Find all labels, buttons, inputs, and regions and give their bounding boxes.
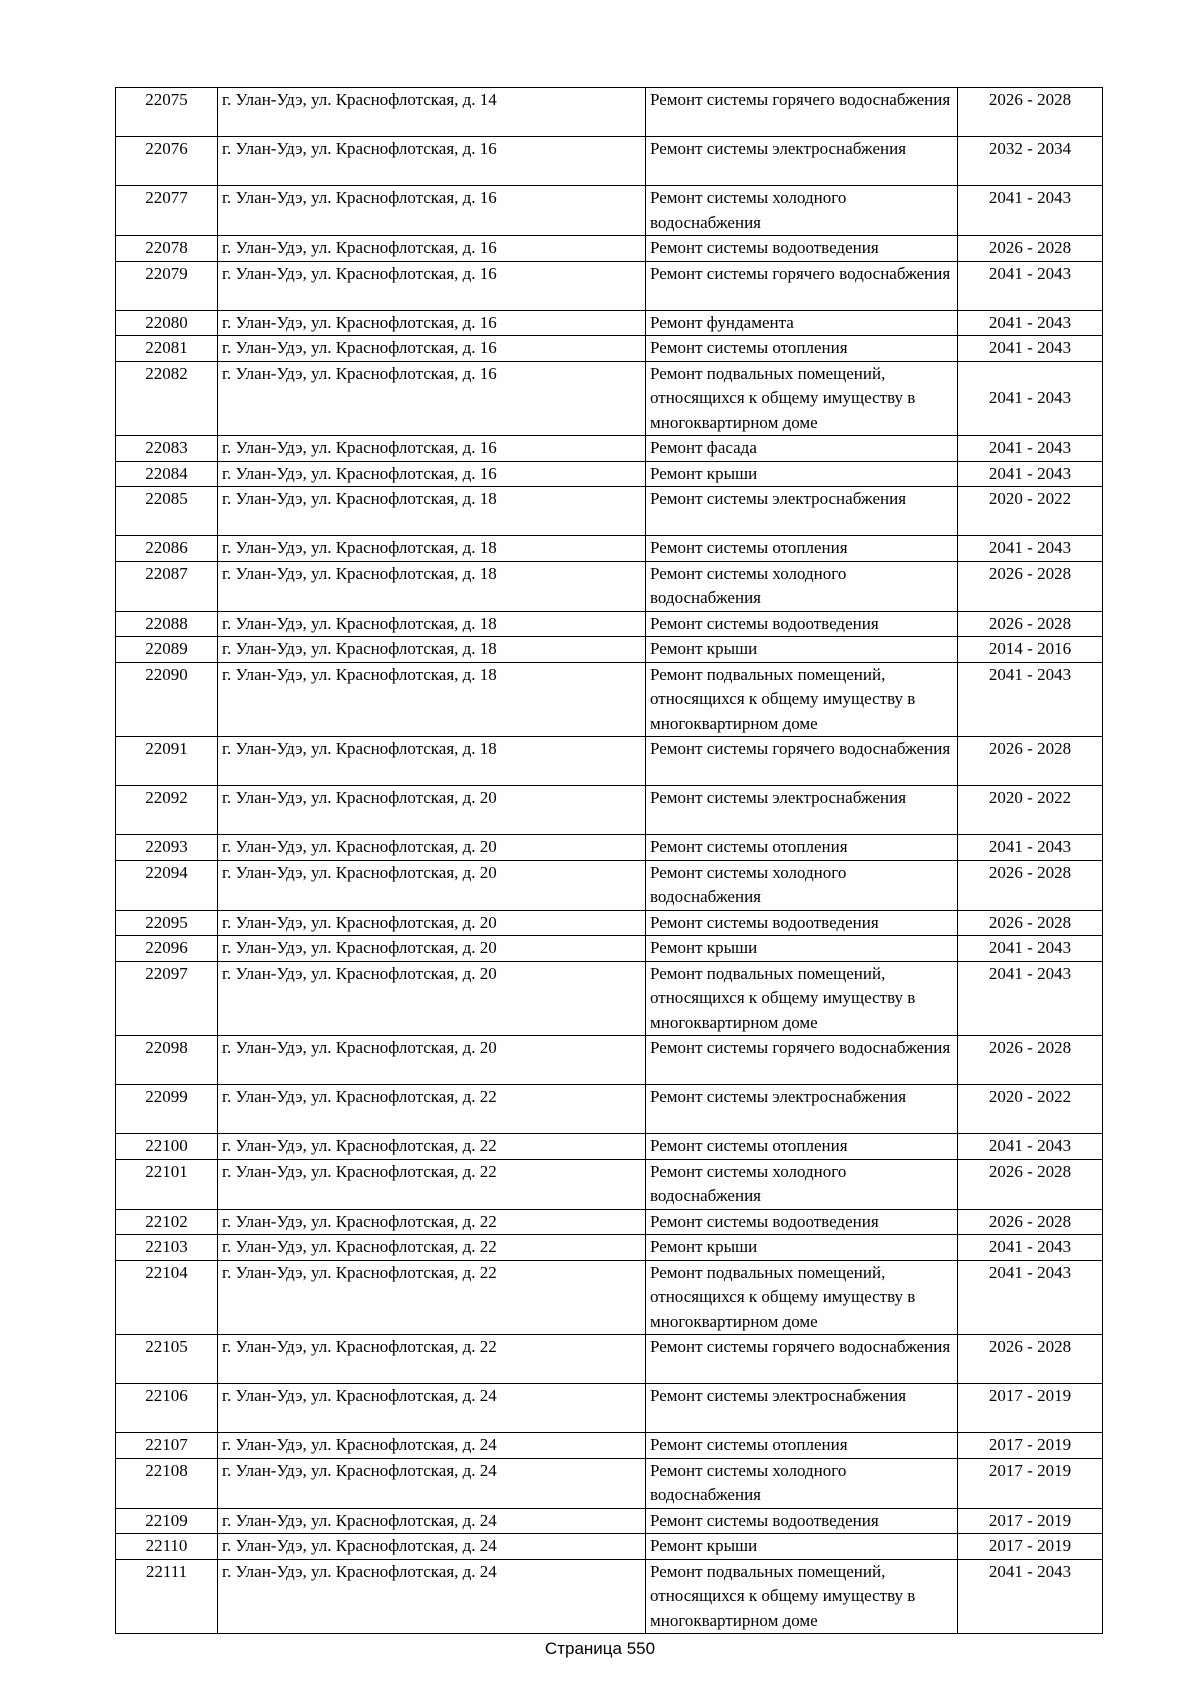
address-cell: г. Улан-Удэ, ул. Краснофлотская, д. 22 xyxy=(218,1209,646,1235)
table-row xyxy=(116,336,1103,362)
row-number-cell: 22075 xyxy=(116,88,218,137)
address-cell: г. Улан-Удэ, ул. Краснофлотская, д. 16 xyxy=(218,310,646,336)
table-row xyxy=(116,637,1103,663)
table-row xyxy=(116,1159,1103,1209)
row-number-cell: 22091 xyxy=(116,737,218,786)
address-cell: г. Улан-Удэ, ул. Краснофлотская, д. 16 xyxy=(218,336,646,362)
table-row xyxy=(116,461,1103,487)
period-cell: 2041 - 2043 xyxy=(958,1235,1103,1261)
period-cell: 2041 - 2043 xyxy=(958,1559,1103,1634)
period-cell: 2041 - 2043 xyxy=(958,336,1103,362)
period-cell: 2041 - 2043 xyxy=(958,310,1103,336)
address-cell: г. Улан-Удэ, ул. Краснофлотская, д. 20 xyxy=(218,860,646,910)
table-row xyxy=(116,1036,1103,1085)
address-cell: г. Улан-Удэ, ул. Краснофлотская, д. 18 xyxy=(218,536,646,562)
table-row xyxy=(116,1508,1103,1534)
period-cell: 2020 - 2022 xyxy=(958,487,1103,536)
work-type-cell: Ремонт крыши xyxy=(646,1235,958,1261)
work-type-cell: Ремонт системы отопления xyxy=(646,1433,958,1459)
work-type-cell: Ремонт системы водоотведения xyxy=(646,1209,958,1235)
row-number-cell: 22081 xyxy=(116,336,218,362)
address-cell: г. Улан-Удэ, ул. Краснофлотская, д. 22 xyxy=(218,1085,646,1134)
work-type-cell: Ремонт системы отопления xyxy=(646,336,958,362)
address-cell: г. Улан-Удэ, ул. Краснофлотская, д. 18 xyxy=(218,662,646,737)
row-number-cell: 22104 xyxy=(116,1260,218,1335)
row-number-cell: 22102 xyxy=(116,1209,218,1235)
work-type-cell: Ремонт системы отопления xyxy=(646,1134,958,1160)
table-row xyxy=(116,310,1103,336)
period-cell: 2026 - 2028 xyxy=(958,860,1103,910)
period-cell: 2026 - 2028 xyxy=(958,1209,1103,1235)
table-row xyxy=(116,137,1103,186)
table-row xyxy=(116,860,1103,910)
period-cell: 2041 - 2043 xyxy=(958,436,1103,462)
period-cell: 2041 - 2043 xyxy=(958,961,1103,1036)
work-type-cell: Ремонт фундамента xyxy=(646,310,958,336)
table-row xyxy=(116,1134,1103,1160)
table-row xyxy=(116,436,1103,462)
address-cell: г. Улан-Удэ, ул. Краснофлотская, д. 20 xyxy=(218,961,646,1036)
period-cell: 2026 - 2028 xyxy=(958,737,1103,786)
period-cell: 2026 - 2028 xyxy=(958,910,1103,936)
work-type-cell: Ремонт системы водоотведения xyxy=(646,910,958,936)
period-cell: 2041 - 2043 xyxy=(958,186,1103,236)
period-cell: 2026 - 2028 xyxy=(958,1036,1103,1085)
work-type-cell: Ремонт системы электроснабжения xyxy=(646,137,958,186)
works-table xyxy=(115,87,1103,1634)
work-type-cell: Ремонт системы водоотведения xyxy=(646,1508,958,1534)
table-row xyxy=(116,786,1103,835)
work-type-cell: Ремонт системы водоотведения xyxy=(646,611,958,637)
row-number-cell: 22092 xyxy=(116,786,218,835)
row-number-cell: 22098 xyxy=(116,1036,218,1085)
period-cell: 2017 - 2019 xyxy=(958,1534,1103,1560)
address-cell: г. Улан-Удэ, ул. Краснофлотская, д. 14 xyxy=(218,88,646,137)
period-cell: 2017 - 2019 xyxy=(958,1384,1103,1433)
row-number-cell: 22085 xyxy=(116,487,218,536)
period-cell: 2041 - 2043 xyxy=(958,461,1103,487)
works-table-body xyxy=(116,88,1103,1634)
page-number: Страница 550 xyxy=(544,1639,656,1658)
work-type-cell: Ремонт подвальных помещений, относящихся к общему имуществу в многоквартирном доме xyxy=(646,662,958,737)
work-type-cell: Ремонт системы отопления xyxy=(646,835,958,861)
table-row xyxy=(116,88,1103,137)
address-cell: г. Улан-Удэ, ул. Краснофлотская, д. 16 xyxy=(218,436,646,462)
row-number-cell: 22111 xyxy=(116,1559,218,1634)
address-cell: г. Улан-Удэ, ул. Краснофлотская, д. 24 xyxy=(218,1559,646,1634)
row-number-cell: 22078 xyxy=(116,236,218,262)
row-number-cell: 22086 xyxy=(116,536,218,562)
address-cell: г. Улан-Удэ, ул. Краснофлотская, д. 24 xyxy=(218,1384,646,1433)
period-cell: 2026 - 2028 xyxy=(958,561,1103,611)
work-type-cell: Ремонт системы горячего водоснабжения xyxy=(646,261,958,310)
address-cell: г. Улан-Удэ, ул. Краснофлотская, д. 16 xyxy=(218,461,646,487)
period-cell: 2041 - 2043 xyxy=(958,1260,1103,1335)
row-number-cell: 22094 xyxy=(116,860,218,910)
work-type-cell: Ремонт системы электроснабжения xyxy=(646,786,958,835)
table-row xyxy=(116,487,1103,536)
period-cell: 2041 - 2043 xyxy=(958,835,1103,861)
table-row xyxy=(116,1458,1103,1508)
work-type-cell: Ремонт крыши xyxy=(646,461,958,487)
row-number-cell: 22100 xyxy=(116,1134,218,1160)
table-row xyxy=(116,961,1103,1036)
table-row xyxy=(116,910,1103,936)
work-type-cell: Ремонт системы горячего водоснабжения xyxy=(646,1335,958,1384)
period-cell: 2014 - 2016 xyxy=(958,637,1103,663)
address-cell: г. Улан-Удэ, ул. Краснофлотская, д. 20 xyxy=(218,835,646,861)
row-number-cell: 22090 xyxy=(116,662,218,737)
period-cell: 2041 - 2043 xyxy=(958,936,1103,962)
table-row xyxy=(116,936,1103,962)
address-cell: г. Улан-Удэ, ул. Краснофлотская, д. 18 xyxy=(218,611,646,637)
address-cell: г. Улан-Удэ, ул. Краснофлотская, д. 20 xyxy=(218,910,646,936)
table-row xyxy=(116,561,1103,611)
work-type-cell: Ремонт крыши xyxy=(646,1534,958,1560)
work-type-cell: Ремонт крыши xyxy=(646,936,958,962)
row-number-cell: 22107 xyxy=(116,1433,218,1459)
period-cell: 2017 - 2019 xyxy=(958,1433,1103,1459)
row-number-cell: 22105 xyxy=(116,1335,218,1384)
address-cell: г. Улан-Удэ, ул. Краснофлотская, д. 16 xyxy=(218,137,646,186)
period-cell: 2026 - 2028 xyxy=(958,1159,1103,1209)
address-cell: г. Улан-Удэ, ул. Краснофлотская, д. 24 xyxy=(218,1508,646,1534)
address-cell: г. Улан-Удэ, ул. Краснофлотская, д. 20 xyxy=(218,786,646,835)
period-cell: 2026 - 2028 xyxy=(958,88,1103,137)
work-type-cell: Ремонт подвальных помещений, относящихся к общему имуществу в многоквартирном доме xyxy=(646,961,958,1036)
address-cell: г. Улан-Удэ, ул. Краснофлотская, д. 22 xyxy=(218,1260,646,1335)
table-row xyxy=(116,261,1103,310)
table-row xyxy=(116,236,1103,262)
period-cell: 2017 - 2019 xyxy=(958,1458,1103,1508)
address-cell: г. Улан-Удэ, ул. Краснофлотская, д. 24 xyxy=(218,1433,646,1459)
row-number-cell: 22097 xyxy=(116,961,218,1036)
period-cell: 2032 - 2034 xyxy=(958,137,1103,186)
address-cell: г. Улан-Удэ, ул. Краснофлотская, д. 18 xyxy=(218,737,646,786)
row-number-cell: 22093 xyxy=(116,835,218,861)
row-number-cell: 22080 xyxy=(116,310,218,336)
row-number-cell: 22083 xyxy=(116,436,218,462)
row-number-cell: 22087 xyxy=(116,561,218,611)
table-row xyxy=(116,1433,1103,1459)
address-cell: г. Улан-Удэ, ул. Краснофлотская, д. 20 xyxy=(218,936,646,962)
period-cell: 2041 - 2043 xyxy=(958,536,1103,562)
period-cell: 2041 - 2043 xyxy=(958,662,1103,737)
row-number-cell: 22099 xyxy=(116,1085,218,1134)
address-cell: г. Улан-Удэ, ул. Краснофлотская, д. 22 xyxy=(218,1134,646,1160)
address-cell: г. Улан-Удэ, ул. Краснофлотская, д. 16 xyxy=(218,186,646,236)
row-number-cell: 22103 xyxy=(116,1235,218,1261)
address-cell: г. Улан-Удэ, ул. Краснофлотская, д. 24 xyxy=(218,1534,646,1560)
period-cell: 2020 - 2022 xyxy=(958,1085,1103,1134)
table-row xyxy=(116,1335,1103,1384)
table-row xyxy=(116,835,1103,861)
address-cell: г. Улан-Удэ, ул. Краснофлотская, д. 18 xyxy=(218,637,646,663)
table-row xyxy=(116,1235,1103,1261)
period-cell: 2026 - 2028 xyxy=(958,611,1103,637)
row-number-cell: 22084 xyxy=(116,461,218,487)
row-number-cell: 22101 xyxy=(116,1159,218,1209)
row-number-cell: 22089 xyxy=(116,637,218,663)
work-type-cell: Ремонт системы горячего водоснабжения xyxy=(646,88,958,137)
table-row xyxy=(116,1534,1103,1560)
table-row xyxy=(116,1384,1103,1433)
table-row xyxy=(116,536,1103,562)
period-cell: 2041 - 2043 xyxy=(958,1134,1103,1160)
period-cell: 2041 - 2043 xyxy=(958,261,1103,310)
row-number-cell: 22095 xyxy=(116,910,218,936)
period-cell: 2041 - 2043 xyxy=(958,361,1103,436)
address-cell: г. Улан-Удэ, ул. Краснофлотская, д. 22 xyxy=(218,1235,646,1261)
table-row xyxy=(116,1209,1103,1235)
work-type-cell: Ремонт системы горячего водоснабжения xyxy=(646,1036,958,1085)
work-type-cell: Ремонт системы холодного водоснабжения xyxy=(646,860,958,910)
table-row xyxy=(116,1260,1103,1335)
row-number-cell: 22076 xyxy=(116,137,218,186)
work-type-cell: Ремонт фасада xyxy=(646,436,958,462)
work-type-cell: Ремонт системы отопления xyxy=(646,536,958,562)
row-number-cell: 22079 xyxy=(116,261,218,310)
work-type-cell: Ремонт системы холодного водоснабжения xyxy=(646,561,958,611)
row-number-cell: 22088 xyxy=(116,611,218,637)
period-cell: 2020 - 2022 xyxy=(958,786,1103,835)
work-type-cell: Ремонт системы холодного водоснабжения xyxy=(646,1159,958,1209)
work-type-cell: Ремонт системы электроснабжения xyxy=(646,1085,958,1134)
table-row xyxy=(116,361,1103,436)
address-cell: г. Улан-Удэ, ул. Краснофлотская, д. 16 xyxy=(218,361,646,436)
table-row xyxy=(116,611,1103,637)
address-cell: г. Улан-Удэ, ул. Краснофлотская, д. 24 xyxy=(218,1458,646,1508)
row-number-cell: 22082 xyxy=(116,361,218,436)
work-type-cell: Ремонт системы холодного водоснабжения xyxy=(646,186,958,236)
period-cell: 2026 - 2028 xyxy=(958,236,1103,262)
address-cell: г. Улан-Удэ, ул. Краснофлотская, д. 20 xyxy=(218,1036,646,1085)
period-cell: 2017 - 2019 xyxy=(958,1508,1103,1534)
row-number-cell: 22106 xyxy=(116,1384,218,1433)
address-cell: г. Улан-Удэ, ул. Краснофлотская, д. 22 xyxy=(218,1159,646,1209)
table-row xyxy=(116,186,1103,236)
work-type-cell: Ремонт системы электроснабжения xyxy=(646,1384,958,1433)
work-type-cell: Ремонт системы горячего водоснабжения xyxy=(646,737,958,786)
work-type-cell: Ремонт крыши xyxy=(646,637,958,663)
row-number-cell: 22110 xyxy=(116,1534,218,1560)
address-cell: г. Улан-Удэ, ул. Краснофлотская, д. 22 xyxy=(218,1335,646,1384)
table-row xyxy=(116,662,1103,737)
table-row xyxy=(116,1085,1103,1134)
work-type-cell: Ремонт подвальных помещений, относящихся к общему имуществу в многоквартирном доме xyxy=(646,361,958,436)
work-type-cell: Ремонт системы электроснабжения xyxy=(646,487,958,536)
work-type-cell: Ремонт подвальных помещений, относящихся к общему имуществу в многоквартирном доме xyxy=(646,1559,958,1634)
row-number-cell: 22108 xyxy=(116,1458,218,1508)
table-row xyxy=(116,1559,1103,1634)
row-number-cell: 22077 xyxy=(116,186,218,236)
work-type-cell: Ремонт подвальных помещений, относящихся к общему имуществу в многоквартирном доме xyxy=(646,1260,958,1335)
work-type-cell: Ремонт системы холодного водоснабжения xyxy=(646,1458,958,1508)
period-cell: 2026 - 2028 xyxy=(958,1335,1103,1384)
row-number-cell: 22096 xyxy=(116,936,218,962)
address-cell: г. Улан-Удэ, ул. Краснофлотская, д. 16 xyxy=(218,261,646,310)
address-cell: г. Улан-Удэ, ул. Краснофлотская, д. 18 xyxy=(218,561,646,611)
address-cell: г. Улан-Удэ, ул. Краснофлотская, д. 16 xyxy=(218,236,646,262)
row-number-cell: 22109 xyxy=(116,1508,218,1534)
work-type-cell: Ремонт системы водоотведения xyxy=(646,236,958,262)
address-cell: г. Улан-Удэ, ул. Краснофлотская, д. 18 xyxy=(218,487,646,536)
table-row xyxy=(116,737,1103,786)
